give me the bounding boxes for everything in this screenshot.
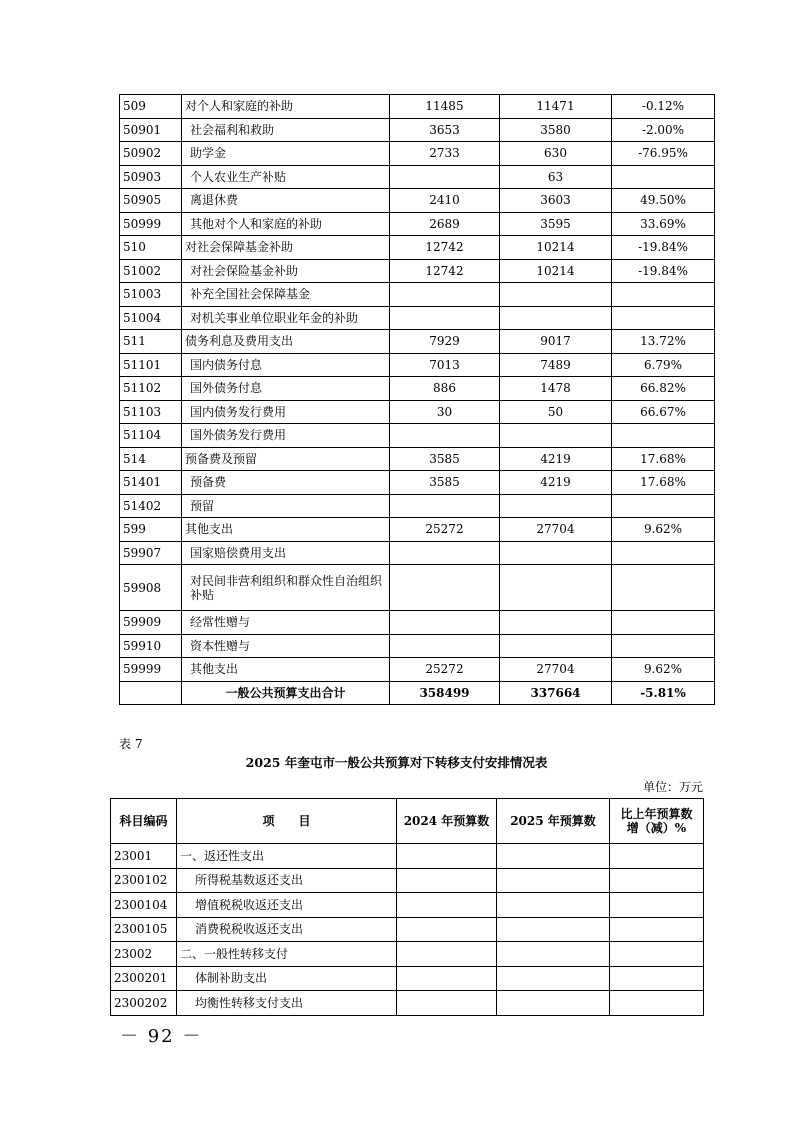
row-2024: 25272: [390, 518, 500, 542]
row-change: [610, 942, 704, 967]
row-2025: 3595: [500, 212, 612, 236]
table-row: [120, 634, 715, 658]
row-name: 预备费: [182, 471, 390, 495]
table-row: [120, 212, 715, 236]
row-change: [612, 634, 715, 658]
row-2024: [390, 494, 500, 518]
row-2024: [397, 844, 497, 869]
row-code: 59999: [120, 658, 182, 682]
table-row: [120, 189, 715, 213]
table-row: [120, 494, 715, 518]
row-2024: [390, 541, 500, 565]
row-name: 对个人和家庭的补助: [182, 95, 390, 119]
row-name: 债务利息及费用支出: [182, 330, 390, 354]
table-row: [120, 236, 715, 260]
row-name: 经常性赠与: [182, 611, 390, 635]
row-2025: 27704: [500, 518, 612, 542]
row-2025: [500, 283, 612, 307]
row-2025: [500, 611, 612, 635]
table-row: [120, 377, 715, 401]
row-change: -2.00%: [612, 118, 715, 142]
row-name: 国内债务付息: [182, 353, 390, 377]
row-name: 体制补助支出: [177, 966, 397, 991]
row-change: [610, 844, 704, 869]
row-2025: 630: [500, 142, 612, 166]
row-2024: [390, 306, 500, 330]
header-item: 项 目: [177, 799, 397, 844]
row-code: 51004: [120, 306, 182, 330]
header-change: [610, 799, 704, 844]
row-name: 国外债务付息: [182, 377, 390, 401]
header-2025: 2025 年预算数: [497, 799, 610, 844]
row-code: 23002: [111, 942, 177, 967]
row-code: 59907: [120, 541, 182, 565]
row-change: 9.62%: [612, 518, 715, 542]
table-row: [111, 966, 704, 991]
row-change: [612, 165, 715, 189]
row-2024: [390, 565, 500, 611]
row-change: [610, 966, 704, 991]
row-2024: [397, 893, 497, 918]
row-code: 514: [120, 447, 182, 471]
row-name: 其他支出: [182, 518, 390, 542]
row-2025: [497, 868, 610, 893]
header-2024: 2024 年预算数: [397, 799, 497, 844]
row-code: 2300202: [111, 991, 177, 1016]
row-2024: 11485: [390, 95, 500, 119]
row-2025: [500, 565, 612, 611]
row-change: 6.79%: [612, 353, 715, 377]
row-name: 个人农业生产补贴: [182, 165, 390, 189]
table-row: [120, 353, 715, 377]
row-2025: 4219: [500, 471, 612, 495]
row-2024: [397, 942, 497, 967]
row-code: 51104: [120, 424, 182, 448]
row-code: 509: [120, 95, 182, 119]
row-name: 国内债务发行费用: [182, 400, 390, 424]
table-row: [120, 658, 715, 682]
row-2025: 9017: [500, 330, 612, 354]
page-title: 2025 年奎屯市一般公共预算对下转移支付安排情况表: [245, 755, 548, 770]
row-name: 对社会保障基金补助: [182, 236, 390, 260]
row-change: -76.95%: [612, 142, 715, 166]
row-code: 510: [120, 236, 182, 260]
table-row: [120, 283, 715, 307]
row-code: 51401: [120, 471, 182, 495]
row-2024: 886: [390, 377, 500, 401]
row-change: [612, 494, 715, 518]
row-change: [610, 917, 704, 942]
row-2024: [390, 424, 500, 448]
row-code: 2300104: [111, 893, 177, 918]
row-2025: 63: [500, 165, 612, 189]
row-name: 其他对个人和家庭的补助: [182, 212, 390, 236]
row-2025: 10214: [500, 236, 612, 260]
row-name: 一、返还性支出: [177, 844, 397, 869]
row-2025: 50: [500, 400, 612, 424]
total-code-empty: [120, 681, 182, 705]
header-code: 科目编码: [111, 799, 177, 844]
row-code: 51102: [120, 377, 182, 401]
row-2024: [397, 868, 497, 893]
row-change: 49.50%: [612, 189, 715, 213]
row-change: [612, 306, 715, 330]
row-2025: [500, 424, 612, 448]
row-code: 59908: [120, 565, 182, 611]
row-2024: 25272: [390, 658, 500, 682]
row-2024: [397, 917, 497, 942]
total-2025: 337664: [500, 681, 612, 705]
row-change: [612, 565, 715, 611]
row-change: -19.84%: [612, 236, 715, 260]
row-2025: [500, 494, 612, 518]
row-name: 国家赔偿费用支出: [182, 541, 390, 565]
row-2025: [500, 634, 612, 658]
row-name: 对社会保险基金补助: [182, 259, 390, 283]
row-name: 对机关事业单位职业年金的补助: [182, 306, 390, 330]
row-2024: 2689: [390, 212, 500, 236]
row-name: 资本性赠与: [182, 634, 390, 658]
row-change: 17.68%: [612, 447, 715, 471]
row-2025: 3580: [500, 118, 612, 142]
row-2024: 2733: [390, 142, 500, 166]
row-2024: 7929: [390, 330, 500, 354]
row-code: 59909: [120, 611, 182, 635]
row-name: 离退休费: [182, 189, 390, 213]
row-2024: [390, 611, 500, 635]
unit-label: 单位：万元: [642, 780, 703, 794]
row-code: 50902: [120, 142, 182, 166]
row-2025: 10214: [500, 259, 612, 283]
row-name: 预留: [182, 494, 390, 518]
row-2025: 3603: [500, 189, 612, 213]
table-row: [120, 142, 715, 166]
row-2024: 30: [390, 400, 500, 424]
row-2024: 7013: [390, 353, 500, 377]
table-row: [120, 565, 715, 611]
row-2025: [497, 942, 610, 967]
row-2024: [390, 283, 500, 307]
row-code: 511: [120, 330, 182, 354]
row-name: 其他支出: [182, 658, 390, 682]
row-name: 国外债务发行费用: [182, 424, 390, 448]
row-2024: 3585: [390, 471, 500, 495]
row-name: 补充全国社会保障基金: [182, 283, 390, 307]
table-row: [120, 611, 715, 635]
row-2025: [497, 893, 610, 918]
table-row: [120, 118, 715, 142]
row-2024: [397, 991, 497, 1016]
row-name: 对民间非营利组织和群众性自治组织补贴: [182, 565, 390, 611]
row-change: 66.67%: [612, 400, 715, 424]
row-code: 599: [120, 518, 182, 542]
table-row: [120, 471, 715, 495]
table-row: [120, 424, 715, 448]
expenditure-table: [119, 94, 715, 705]
row-name: 均衡性转移支付支出: [177, 991, 397, 1016]
row-2024: 3585: [390, 447, 500, 471]
row-2025: [497, 991, 610, 1016]
header-change-line2: 增（减）%: [626, 821, 687, 835]
row-2024: 3653: [390, 118, 500, 142]
row-code: 23001: [111, 844, 177, 869]
row-2025: 27704: [500, 658, 612, 682]
table-row: [111, 844, 704, 869]
row-code: 50901: [120, 118, 182, 142]
row-name: 增值税税收返还支出: [177, 893, 397, 918]
row-change: 33.69%: [612, 212, 715, 236]
table-row: [120, 541, 715, 565]
row-2025: 11471: [500, 95, 612, 119]
row-2024: 2410: [390, 189, 500, 213]
row-name: 消费税税收返还支出: [177, 917, 397, 942]
row-2025: [500, 306, 612, 330]
row-code: 51101: [120, 353, 182, 377]
row-change: 9.62%: [612, 658, 715, 682]
row-change: [612, 283, 715, 307]
row-2025: 1478: [500, 377, 612, 401]
row-code: 51002: [120, 259, 182, 283]
table-header-row: [111, 799, 704, 844]
row-change: -19.84%: [612, 259, 715, 283]
table-row: [120, 95, 715, 119]
row-2024: [390, 165, 500, 189]
total-row: [120, 681, 715, 705]
row-change: 66.82%: [612, 377, 715, 401]
header-change-line1: 比上年预算数: [620, 807, 693, 821]
row-name: 社会福利和救助: [182, 118, 390, 142]
row-code: 2300102: [111, 868, 177, 893]
table-caption: 表 7: [119, 737, 143, 751]
table-row: [111, 942, 704, 967]
row-2025: [497, 844, 610, 869]
table-row: [120, 259, 715, 283]
table-row: [111, 917, 704, 942]
row-code: 59910: [120, 634, 182, 658]
row-code: 50903: [120, 165, 182, 189]
table-row: [120, 330, 715, 354]
row-2024: [397, 966, 497, 991]
row-code: 51402: [120, 494, 182, 518]
row-change: [612, 541, 715, 565]
row-2024: 12742: [390, 236, 500, 260]
row-code: 51003: [120, 283, 182, 307]
row-name: 预备费及预留: [182, 447, 390, 471]
transfer-payment-table: [110, 798, 704, 1016]
row-code: 2300201: [111, 966, 177, 991]
row-2024: 12742: [390, 259, 500, 283]
row-2025: [497, 917, 610, 942]
row-change: [610, 868, 704, 893]
row-name: 二、一般性转移支付: [177, 942, 397, 967]
row-2025: [497, 966, 610, 991]
row-code: 50999: [120, 212, 182, 236]
row-2025: 4219: [500, 447, 612, 471]
row-code: 51103: [120, 400, 182, 424]
row-change: [612, 611, 715, 635]
row-code: 2300105: [111, 917, 177, 942]
row-change: 13.72%: [612, 330, 715, 354]
table-row: [120, 518, 715, 542]
row-code: 50905: [120, 189, 182, 213]
table-row: [111, 868, 704, 893]
row-change: [612, 424, 715, 448]
table-row: [120, 400, 715, 424]
total-2024: 358499: [390, 681, 500, 705]
row-2024: [390, 634, 500, 658]
total-label: 一般公共预算支出合计: [182, 681, 390, 705]
row-change: 17.68%: [612, 471, 715, 495]
table-row: [111, 991, 704, 1016]
page-number: － 92 －: [120, 1026, 203, 1047]
table-row: [120, 165, 715, 189]
table-row: [111, 893, 704, 918]
row-2025: [500, 541, 612, 565]
total-change: -5.81%: [612, 681, 715, 705]
row-change: [610, 893, 704, 918]
table-row: [120, 447, 715, 471]
row-name: 所得税基数返还支出: [177, 868, 397, 893]
row-change: -0.12%: [612, 95, 715, 119]
table-row: [120, 306, 715, 330]
row-change: [610, 991, 704, 1016]
row-name: 助学金: [182, 142, 390, 166]
row-2025: 7489: [500, 353, 612, 377]
